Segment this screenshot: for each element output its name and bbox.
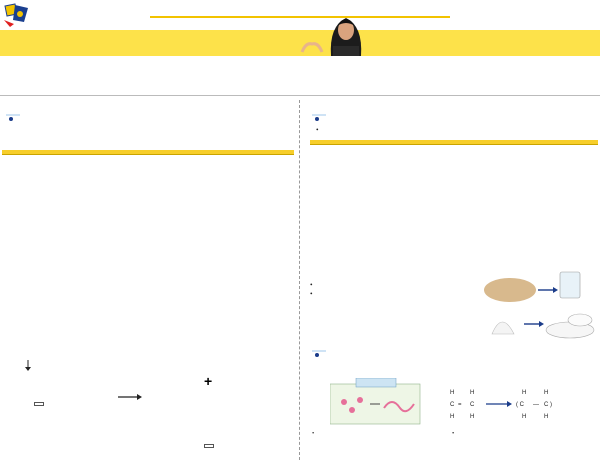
arrow-head-icon [137,394,142,400]
col-header [105,150,183,155]
col-header [427,140,598,145]
arrow-head-icon [507,401,512,407]
utusan-pelajar-logo-icon [2,2,32,28]
bullet-icon [315,353,319,357]
col-header [2,150,40,155]
polietena-structure [516,390,552,420]
svg-text:H: H [544,390,549,396]
pengaloian-diagram [2,342,296,462]
col-header [183,150,294,155]
svg-text:H: H [450,390,455,396]
kaca-definition: • [316,125,319,134]
svg-text:H: H [522,414,527,420]
col-header [310,140,354,145]
monomer-icon [357,397,363,403]
pempolimeran-block: • [312,430,315,437]
seramik-text [310,280,478,298]
hands-illustration-icon [300,38,324,54]
svg-text:C: C [450,402,455,408]
label-logam-tulen-box [34,402,44,406]
polimer-diagram [330,378,600,428]
svg-text:H: H [450,414,455,420]
svg-text:( C: ( C [516,402,524,408]
monomer-icon [349,407,355,413]
svg-text:=: = [458,402,462,408]
svg-text:—: — [533,402,539,408]
seramik-bullet: • [310,280,313,289]
arrow-head-icon [25,367,31,371]
aluminium-silicate-icon [492,322,514,334]
polimer-heading [312,350,326,352]
svg-text:C: C [470,402,475,408]
ciri-seramik-bullet: • [310,289,313,298]
column-divider [299,100,300,460]
arrow-head-icon [553,287,558,293]
aloi-table [2,150,294,155]
bullet-icon [315,117,319,121]
plus-icon: + [204,373,213,389]
kaca-heading [312,114,326,116]
seramik-illustration [480,268,598,350]
col-header [40,150,105,155]
etena-structure [450,390,475,420]
glass-icon [560,272,580,298]
author-photo [325,6,367,56]
svg-text:H: H [522,390,527,396]
monomer-icon [341,399,347,405]
sand-pile-icon [484,278,536,302]
aloi-heading [6,114,20,116]
title-rule [0,95,600,96]
svg-text:H: H [544,414,549,420]
brand-underline [150,16,450,18]
svg-text:C ): C ) [544,402,552,408]
svg-text:H: H [470,414,475,420]
kaca-table [310,140,598,145]
diagram-title-box [356,378,396,387]
bullet-icon [9,117,13,121]
penambahan-block: • [452,430,455,437]
label-aloi-box [204,444,214,448]
svg-text:H: H [470,390,475,396]
bowl-icon [568,314,592,326]
masthead [0,0,600,30]
col-header [354,140,427,145]
arrow-head-icon [539,321,544,327]
